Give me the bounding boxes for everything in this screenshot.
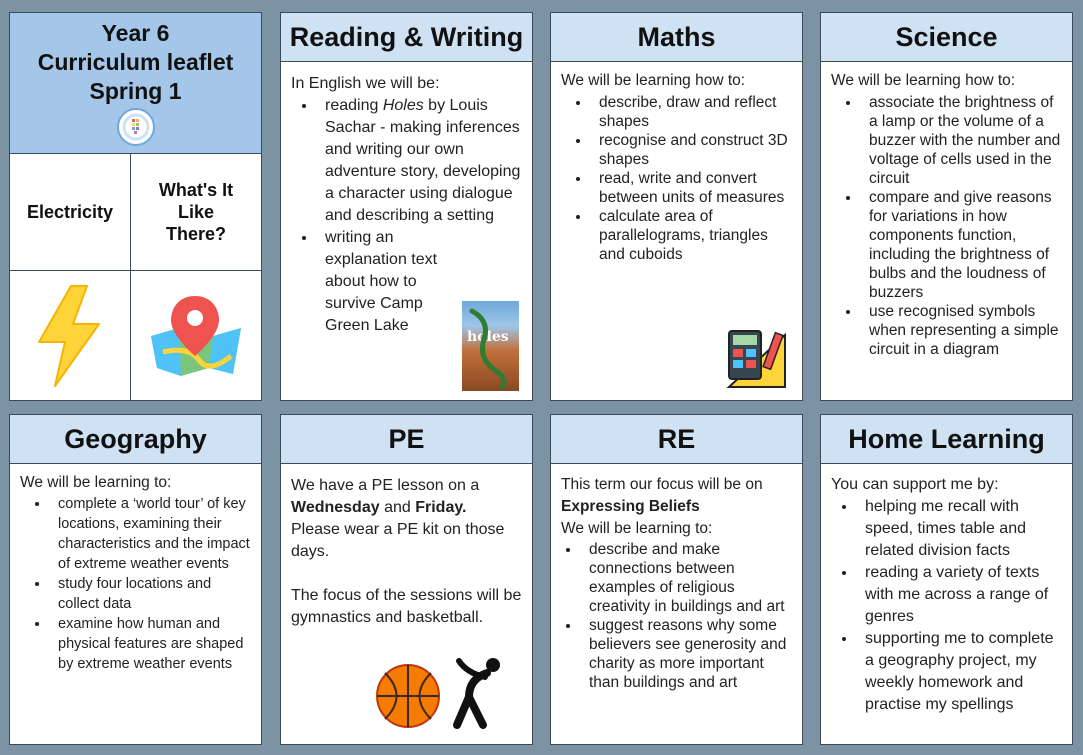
item-text: reading	[325, 97, 383, 114]
list-item: • use recognised symbols when representing a simple circuit in a diagram	[861, 302, 1062, 359]
pe-kit: Please wear a PE kit on those days.	[291, 521, 505, 560]
pe-text: We have a PE lesson on a	[291, 477, 480, 494]
pe-focus: The focus of the sessions will be gymnastics and basketball.	[291, 587, 522, 626]
lizard-icon	[462, 301, 519, 391]
list-item: • examine how human and physical features are shaped by extreme weather events	[50, 614, 251, 674]
school-logo-icon	[116, 107, 156, 147]
topic-electricity	[10, 154, 131, 271]
list-item: • calculate area of parallelograms, triangles and cuboids	[591, 207, 792, 264]
list-item: • study four locations and collect data	[50, 574, 251, 614]
geography-heading: Geography	[10, 415, 261, 464]
pe-text: and	[379, 499, 416, 516]
list-item: • read, write and convert between units of measures	[591, 169, 792, 207]
map-cell	[131, 271, 261, 400]
list-item: • reading a variety of texts with me across a range of genres	[857, 562, 1062, 628]
calculator-ruler-icon	[725, 327, 789, 391]
geography-list	[20, 494, 251, 674]
list-item: • describe and make connections between examples of religious creativity in buildings and art	[581, 540, 792, 616]
lightning-icon	[35, 284, 105, 388]
title-leaflet: Curriculum leaflet	[37, 49, 234, 75]
list-item: • recognise and construct 3D shapes	[591, 131, 792, 169]
list-item: • suggest reasons why some believers see generosity and charity as more important than buildings and art	[581, 616, 792, 692]
list-item: • helping me recall with speed, times table and related division facts	[857, 496, 1062, 562]
maths-list	[561, 93, 792, 264]
reading-writing-body	[281, 62, 532, 337]
pe-day-wednesday: Wednesday	[291, 499, 380, 516]
science-heading: Science	[821, 13, 1072, 62]
title-box	[10, 13, 261, 154]
maths-body	[551, 62, 802, 264]
topic-geography	[131, 154, 261, 271]
re-heading: RE	[551, 415, 802, 464]
home-intro: You can support me by:	[831, 476, 999, 493]
list-item: • associate the brightness of a lamp or the volume of a buzzer with the number and voltage of cells used in the circuit	[861, 93, 1062, 188]
list-item: • describe, draw and reflect shapes	[591, 93, 792, 131]
science-body	[821, 62, 1072, 359]
maths-heading: Maths	[551, 13, 802, 62]
book-cover-title: holes	[467, 329, 509, 345]
book-title-text: Holes	[382, 97, 424, 114]
re-focus: Expressing Beliefs	[561, 498, 700, 515]
geography-card	[9, 414, 262, 745]
home-learning-heading: Home Learning	[821, 415, 1072, 464]
pe-card	[280, 414, 533, 745]
lightning-cell	[10, 271, 131, 400]
reading-writing-card	[280, 12, 533, 401]
pe-days	[291, 475, 522, 519]
list-item: • supporting me to complete a geography project, my weekly homework and practise my spellings	[857, 628, 1062, 716]
reading-writing-heading: Reading & Writing	[281, 13, 532, 62]
reading-intro: In English we will be:	[291, 75, 440, 92]
stretching-person-icon	[449, 655, 505, 731]
science-intro: We will be learning how to:	[831, 72, 1016, 89]
pe-heading: PE	[281, 415, 532, 464]
pe-day-friday: Friday.	[415, 499, 467, 516]
science-list	[831, 93, 1062, 359]
re-intro2: We will be learning to:	[561, 520, 713, 537]
science-card	[820, 12, 1073, 401]
title-card	[9, 12, 262, 401]
title-year: Year 6	[101, 20, 170, 46]
item-text: writing an explanation text about how to survive Camp Green Lake	[325, 229, 438, 334]
list-item	[317, 95, 522, 227]
pe-body	[281, 464, 532, 629]
geography-intro: We will be learning to:	[20, 474, 172, 491]
geography-body	[10, 464, 261, 674]
topic-geography-label: What's It Like There?	[158, 180, 234, 244]
maths-card	[550, 12, 803, 401]
re-list	[561, 540, 792, 692]
maths-intro: We will be learning how to:	[561, 72, 746, 89]
list-item: • compare and give reasons for variations in how components function, including the brightness of bulbs and the loudness of buzzers	[861, 188, 1062, 302]
holes-book-cover	[462, 301, 519, 391]
basketball-icon	[375, 663, 441, 729]
re-body	[551, 464, 802, 692]
home-list	[831, 496, 1062, 716]
re-intro: This term our focus will be on	[561, 476, 763, 493]
map-pin-icon	[149, 294, 243, 378]
item-text: by Louis Sachar - making inferences and writing our own adventure story, developing a character using dialogue and describing a setting	[325, 97, 521, 224]
home-learning-body	[821, 464, 1072, 716]
list-item: • complete a ‘world tour’ of key locations, examining their characteristics and the impact of extreme weather events	[50, 494, 251, 574]
home-learning-card	[820, 414, 1073, 745]
re-card	[550, 414, 803, 745]
topic-electricity-label: Electricity	[26, 201, 114, 222]
title-term: Spring 1	[89, 78, 182, 104]
